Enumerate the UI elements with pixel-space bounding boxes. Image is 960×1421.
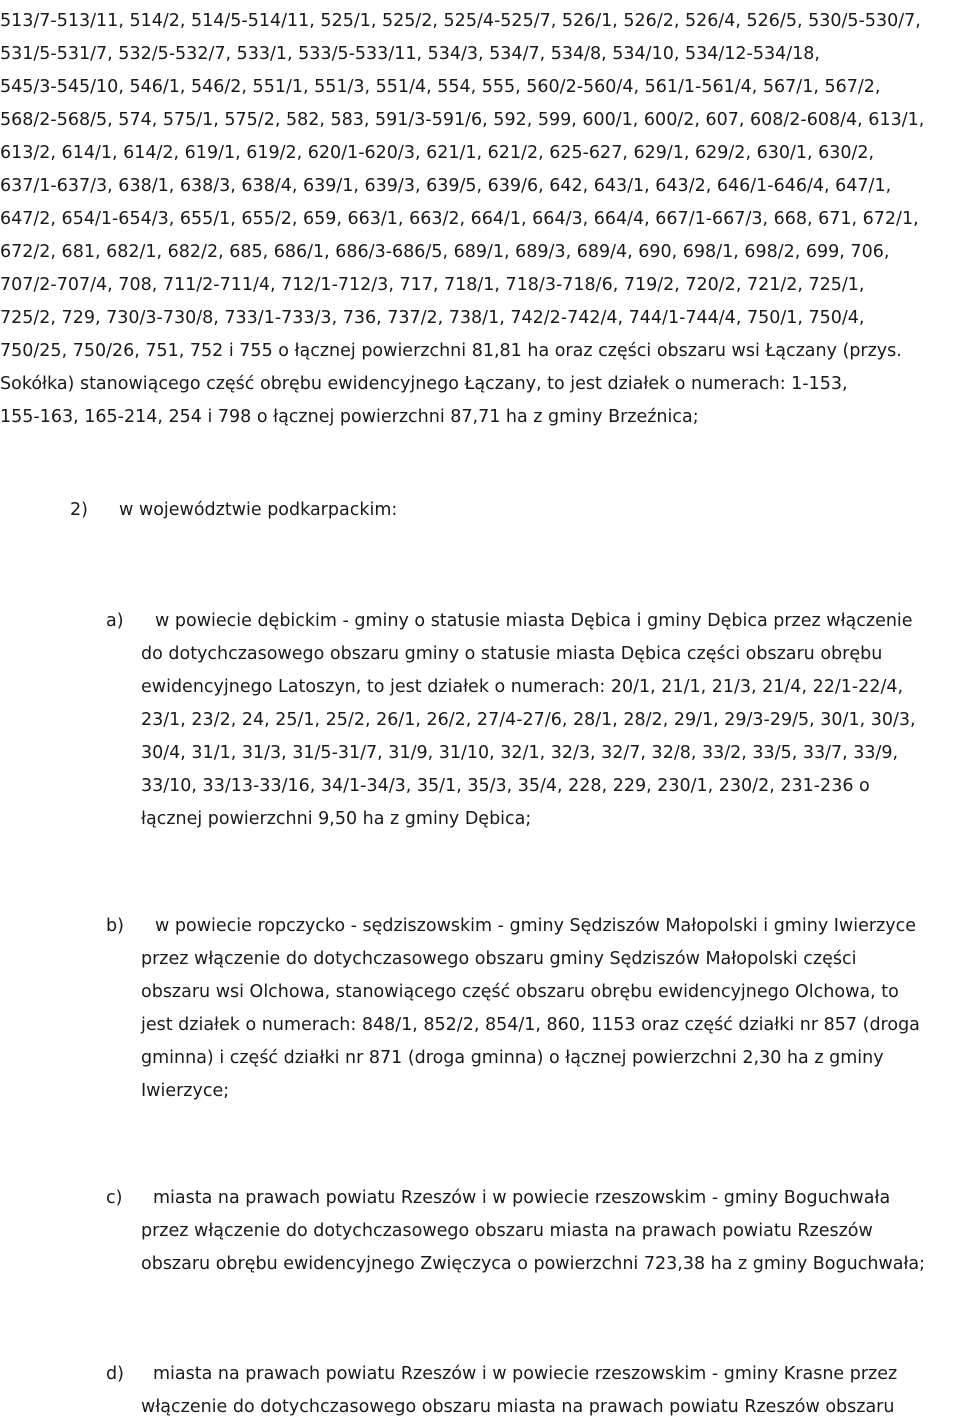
text-line: do dotychczasowego obszaru gminy o statusie miasta Dębica części obszaru obrębu bbox=[141, 644, 883, 664]
text-line: przez włączenie do dotychczasowego obszaru miasta na prawach powiatu Rzeszów bbox=[141, 1221, 873, 1241]
text-line: łącznej powierzchni 9,50 ha z gminy Dębica; bbox=[141, 809, 532, 829]
text-line: 33/10, 33/13-33/16, 34/1-34/3, 35/1, 35/3, 35/4, 228, 229, 230/1, 230/2, 231-236 o bbox=[141, 776, 870, 796]
text-line: jest działek o numerach: 848/1, 852/2, 854/1, 860, 1153 oraz część działki nr 857 (droga bbox=[141, 1015, 920, 1035]
text-line: 672/2, 681, 682/1, 682/2, 685, 686/1, 686/3-686/5, 689/1, 689/3, 689/4, 690, 698/1, 698/2, 699, 706, bbox=[0, 242, 890, 262]
text-line: w powiecie dębickim - gminy o statusie miasta Dębica i gminy Dębica przez włączenie bbox=[155, 611, 913, 631]
text-line: obszaru obrębu ewidencyjnego Zwięczyca o powierzchni 723,38 ha z gminy Boguchwała; bbox=[141, 1254, 926, 1274]
text-line: 30/4, 31/1, 31/3, 31/5-31/7, 31/9, 31/10, 32/1, 32/3, 32/7, 32/8, 33/2, 33/5, 33/7, 33/9, bbox=[141, 743, 899, 763]
text-line: Iwierzyce; bbox=[141, 1081, 230, 1101]
text-line: gminna) i część działki nr 871 (droga gminna) o łącznej powierzchni 2,30 ha z gminy bbox=[141, 1048, 884, 1068]
item-label: a) bbox=[106, 611, 124, 631]
text-line: ewidencyjnego Latoszyn, to jest działek o numerach: 20/1, 21/1, 21/3, 21/4, 22/1-22/4, bbox=[141, 677, 904, 697]
text-line: miasta na prawach powiatu Rzeszów i w powiecie rzeszowskim - gminy Boguchwała bbox=[153, 1188, 891, 1208]
text-line: Sokółka) stanowiącego część obrębu ewidencyjnego Łączany, to jest działek o numerach: 1-153, bbox=[0, 374, 848, 394]
text-line: 750/25, 750/26, 751, 752 i 755 o łącznej powierzchni 81,81 ha oraz części obszaru wsi Łączany (przys. bbox=[0, 341, 902, 361]
text-line: obszaru wsi Olchowa, stanowiącego część obszaru obrębu ewidencyjnego Olchowa, to bbox=[141, 982, 899, 1002]
text-line: 155-163, 165-214, 254 i 798 o łącznej powierzchni 87,71 ha z gminy Brzeźnica; bbox=[0, 407, 699, 427]
text-line: 545/3-545/10, 546/1, 546/2, 551/1, 551/3, 551/4, 554, 555, 560/2-560/4, 561/1-561/4, 567/1, 567/2, bbox=[0, 77, 881, 97]
item-label: b) bbox=[106, 916, 124, 936]
text-line: w powiecie ropczycko - sędziszowskim - gminy Sędziszów Małopolski i gminy Iwierzyce bbox=[155, 916, 916, 936]
item-label: c) bbox=[106, 1188, 123, 1208]
text-line: 637/1-637/3, 638/1, 638/3, 638/4, 639/1, 639/3, 639/5, 639/6, 642, 643/1, 643/2, 646/1-646/4, 647/1, bbox=[0, 176, 892, 196]
text-line: przez włączenie do dotychczasowego obszaru gminy Sędziszów Małopolski części bbox=[141, 949, 857, 969]
text-line: 531/5-531/7, 532/5-532/7, 533/1, 533/5-533/11, 534/3, 534/7, 534/8, 534/10, 534/12-534/18, bbox=[0, 44, 820, 64]
text-line: 513/7-513/11, 514/2, 514/5-514/11, 525/1, 525/2, 525/4-525/7, 526/1, 526/2, 526/4, 526/5, 530/5-530/7, bbox=[0, 11, 921, 31]
text-line: 23/1, 23/2, 24, 25/1, 25/2, 26/1, 26/2, 27/4-27/6, 28/1, 28/2, 29/1, 29/3-29/5, 30/1, 30/3, bbox=[141, 710, 916, 730]
text-line: 613/2, 614/1, 614/2, 619/1, 619/2, 620/1-620/3, 621/1, 621/2, 625-627, 629/1, 629/2, 630/1, 630/2, bbox=[0, 143, 875, 163]
text-line: włączenie do dotychczasowego obszaru miasta na prawach powiatu Rzeszów obszaru bbox=[141, 1397, 895, 1417]
text-line: 647/2, 654/1-654/3, 655/1, 655/2, 659, 663/1, 663/2, 664/1, 664/3, 664/4, 667/1-667/3, 668, 671, 672/1, bbox=[0, 209, 919, 229]
text-line: 707/2-707/4, 708, 711/2-711/4, 712/1-712/3, 717, 718/1, 718/3-718/6, 719/2, 720/2, 721/2, 725/1, bbox=[0, 275, 865, 295]
section-number: 2) bbox=[70, 500, 88, 520]
text-line: miasta na prawach powiatu Rzeszów i w powiecie rzeszowskim - gminy Krasne przez bbox=[153, 1364, 898, 1384]
item-label: d) bbox=[106, 1364, 124, 1384]
text-line: 725/2, 729, 730/3-730/8, 733/1-733/3, 736, 737/2, 738/1, 742/2-742/4, 744/1-744/4, 750/1, 750/4, bbox=[0, 308, 865, 328]
text-line: 568/2-568/5, 574, 575/1, 575/2, 582, 583, 591/3-591/6, 592, 599, 600/1, 600/2, 607, 608/2-608/4, 613/1, bbox=[0, 110, 925, 130]
section-title: w województwie podkarpackim: bbox=[119, 500, 398, 520]
